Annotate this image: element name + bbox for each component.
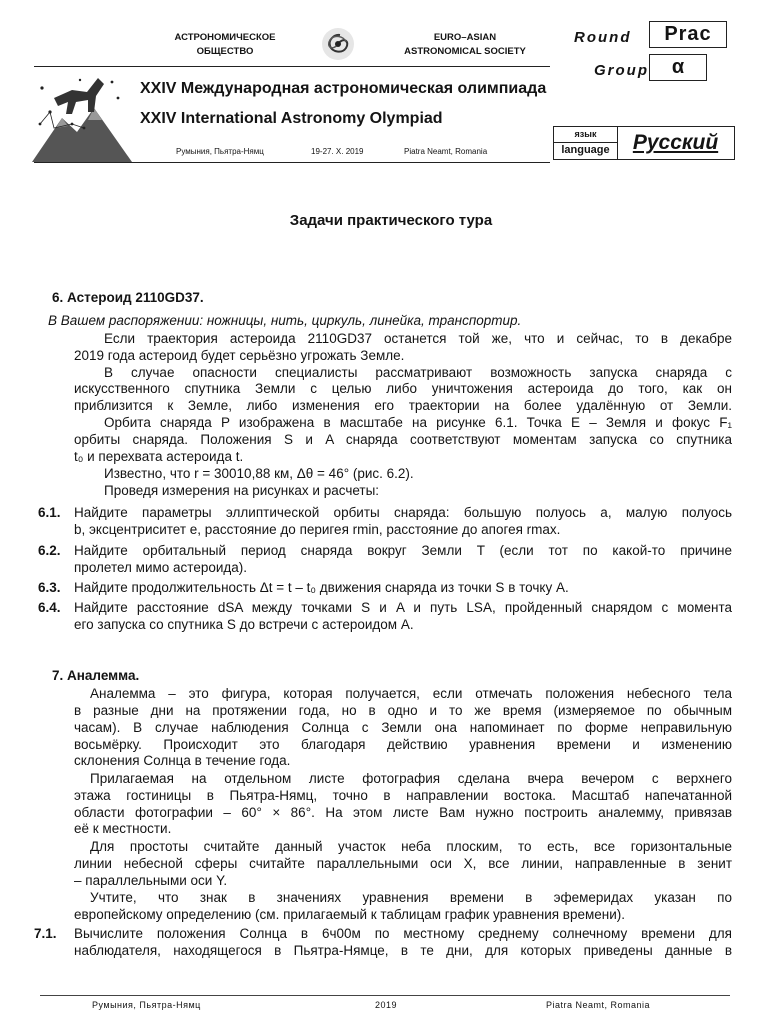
- problem7-text-line: её к местности.: [74, 821, 172, 836]
- problem7-text-line: линии небесной сферы считайте параллельными оси X, все линии, направленные в зенит: [74, 856, 732, 871]
- society-name-ru: [150, 31, 300, 59]
- page-title: Задачи практического тура: [289, 212, 493, 229]
- footer-venue-ru: Румыния, Пьятра-Нямц: [92, 1000, 201, 1010]
- task-6-4-number: 6.4.: [38, 600, 61, 615]
- problem7-heading: 7. Аналемма.: [52, 668, 140, 683]
- task-6-3-text: Найдите продолжительность Δt = t – t₀ движения снаряда из точки S в точку A.: [74, 580, 569, 595]
- header-rule-top: [34, 66, 550, 67]
- venue-en: Piatra Neamt, Romania: [404, 147, 488, 156]
- task-6-1-text: Найдите параметры эллиптической орбиты снаряда: большую полуось a, малую полуось: [74, 505, 732, 520]
- problem6-text-line: орбиты снаряда. Положения S и A снаряда соответствуют моментам запуска со спутника: [74, 432, 732, 447]
- problem7-text-line: часам). В случае наблюдения Солнца с Земли она напоминает по форме неправильную: [74, 720, 732, 735]
- venue-dates: 19-27. X. 2019: [311, 147, 364, 156]
- group-label: Group: [594, 62, 649, 79]
- society-name-ru-line2: ОБЩЕСТВО: [196, 46, 254, 57]
- task-6-4-text: его запуска со спутника S до встречи с астероидом A.: [74, 617, 414, 632]
- problem7-text-line: европейскому определению (см. прилагаемый к таблицам график уравнения времени).: [74, 907, 626, 922]
- society-name-en-line1: EURO–ASIAN: [433, 32, 497, 43]
- problem6-text-line: Известно, что r = 30010,88 км, Δθ = 46° (рис. 6.2).: [104, 466, 414, 481]
- problem6-text-line: t₀ и перехвата астероида t.: [74, 449, 244, 464]
- task-7-1-text: Вычислите положения Солнца в 6ч00м по местному среднему солнечному времени для: [74, 926, 732, 941]
- society-name-ru-line1: АСТРОНОМИЧЕСКОЕ: [174, 32, 276, 43]
- problem6-text-line: приблизится к Земле, либо изменения его траектории на более удалённую от Земли.: [74, 398, 732, 413]
- venue-ru: Румыния, Пьятра-Нямц: [176, 147, 264, 156]
- footer-year: 2019: [375, 1000, 398, 1010]
- round-value-box: Prac: [649, 21, 727, 48]
- task-6-4-text: Найдите расстояние dSA между точками S и A и путь LSA, пройденный снарядом с момента: [74, 600, 732, 615]
- problem7-text-line: области фотографии – 60° × 86°. На этом листе Вам нужно построить аналемму, привязав: [74, 805, 732, 820]
- problem7-text-line: Прилагаемая на отдельном листе фотография сделана вчера вечером с верхнего: [90, 771, 732, 786]
- footer-venue-en: Piatra Neamt, Romania: [546, 1000, 651, 1010]
- task-6-1-text: b, эксцентриситет e, расстояние до перигея rmin, расстояние до апогея rmax.: [74, 522, 561, 537]
- task-6-2-text: пролетел мимо астероида).: [74, 560, 248, 575]
- header-rule-bottom: [34, 162, 550, 163]
- group-value-box: α: [649, 54, 707, 81]
- olympiad-title-ru: XXIV Международная астрономическая олимпиада: [140, 80, 547, 97]
- task-6-2-number: 6.2.: [38, 543, 61, 558]
- problem6-text-line: Орбита снаряда P изображена в масштабе на рисунке 6.1. Точка E – Земля и фокус F₁: [104, 415, 732, 430]
- problem7-text-line: Для простоты считайте данный участок неба плоским, то есть, все горизонтальные: [90, 839, 732, 854]
- problem6-text-line: Проведя измерения на рисунках и расчеты:: [104, 483, 380, 498]
- language-label-ru: язык: [554, 127, 618, 143]
- galaxy-emblem-icon: [320, 26, 356, 62]
- task-7-1-text: наблюдателя, находящегося в Пьятра-Нямце, в те дни, для которых приведены данные в: [74, 943, 732, 958]
- task-6-1-number: 6.1.: [38, 505, 61, 520]
- task-6-2-text: Найдите орбитальный период снаряда вокруг Земли T (если тот по какой-то причине: [74, 543, 732, 558]
- language-value: Русский: [632, 131, 719, 154]
- task-7-1-number: 7.1.: [34, 926, 57, 941]
- problem7-text-line: Аналемма – это фигура, которая получается, если отмечать положения небесного тела: [90, 686, 732, 701]
- task-6-3-number: 6.3.: [38, 580, 61, 595]
- problem6-text-line: 2019 года астероид будет серьёзно угрожать Земле.: [74, 348, 405, 363]
- problem6-text-line: Если траектория астероида 2110GD37 останется той же, что и сейчас, то в декабре: [104, 331, 732, 346]
- problem7-text-line: Учтите, что знак в значениях уравнения времени в эфемеридах указан по: [90, 890, 732, 905]
- problem6-tools: В Вашем распоряжении: ножницы, нить, циркуль, линейка, транспортир.: [48, 313, 522, 328]
- problem7-text-line: – параллельными оси Y.: [74, 873, 228, 888]
- problem7-text-line: восьмёрку. Происходит это благодаря действию уравнения времени и изменению: [74, 737, 732, 752]
- language-table: [553, 126, 735, 160]
- olympiad-title-en: XXIV International Astronomy Olympiad: [140, 110, 443, 127]
- problem7-text-line: в разные дни на протяжении года, но в одно и то же время (измеряемое по обычным: [74, 703, 732, 718]
- problem6-text-line: искусственного спутника Земли с целью либо уничтожения астероида до того, как он: [74, 381, 732, 396]
- round-label: Round: [574, 29, 632, 46]
- problem7-text-line: склонения Солнца в течение года.: [74, 753, 291, 768]
- society-name-en-line2: ASTRONOMICAL SOCIETY: [404, 46, 526, 57]
- problem7-text-line: этажа гостиницы в Пьятра-Нямц, точно в направлении востока. Масштаб напечатанной: [74, 788, 732, 803]
- language-label-en: language: [554, 143, 618, 159]
- footer-rule: [40, 995, 730, 996]
- problem6-heading: 6. Астероид 2110GD37.: [52, 290, 204, 305]
- problem6-text-line: В случае опасности специалисты рассматривают возможность запуска снаряда с: [104, 365, 732, 380]
- olympiad-logo-icon: [32, 68, 132, 162]
- society-name-en: [385, 31, 545, 59]
